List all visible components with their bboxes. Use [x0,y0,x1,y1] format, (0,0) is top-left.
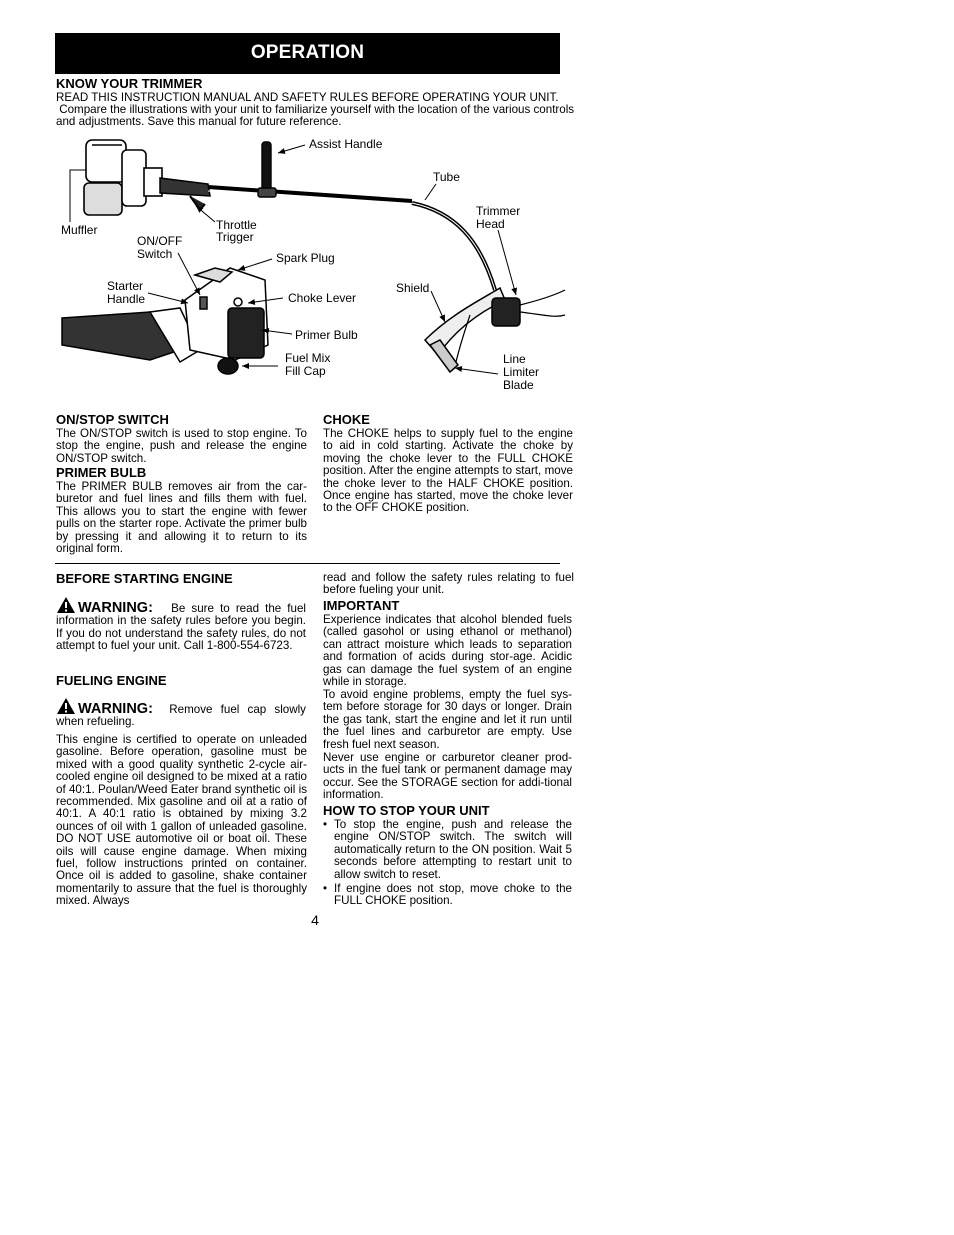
label-muffler: Muffler [61,223,98,237]
list-item: • To stop the engine, push and release the engine ON/STOP switch. The switch will automatically return to the ON position. Wait 5 seconds before attempting to restart unit to allow switch to reset. [323,819,572,881]
warning-text: Be sure to read the fuel information in the safety rules before you begin. If you do not understand the safety rules, do not attempt to fuel your unit. Call 1-800-554-6723. [56,602,306,653]
label-line-limiter-blade: Line [503,352,526,366]
know-your-trimmer-heading: KNOW YOUR TRIMMER [56,76,203,91]
label-starter-handle: Handle [107,292,146,306]
important-paragraph-1: Experience indicates that alcohol blended fuels (called gasohol or using ethanol or methanol) can attract moisture which leads to separation and formation of acids during stor-age. Acidic gas can damage the fuel system of an engine while in storage. [323,613,572,689]
intro-line: and adjustments. Save this manual for future reference. [56,115,342,129]
choke-text: The CHOKE helps to supply fuel to the engine to aid in cold starting. Activate the choke by moving the choke lever to the FULL CHOKE position. After the engine attempts to start, move the choke lever to the HALF CHOKE position. Once engine has started, move the choke lever to the OFF CHOKE position. [323,427,573,515]
label-throttle-trigger: Trigger [216,230,254,244]
page-title: OPERATION [250,42,365,63]
how-to-stop-list [323,819,572,910]
choke-heading: CHOKE [323,412,370,427]
label-throttle-trigger: Throttle [216,218,257,232]
before-warning [56,596,306,653]
label-trimmer-head: Trimmer [476,204,521,218]
intro-line: Compare the illustrations with your unit to familiarize yourself with the location of the various controls [56,103,575,117]
label-onoff-switch: ON/OFF [137,234,183,248]
how-to-stop-heading: HOW TO STOP YOUR UNIT [323,803,490,818]
engine-detail-drawing [62,268,268,374]
important-heading: IMPORTANT [323,598,400,613]
label-assist-handle: Assist Handle [309,137,383,151]
label-line-limiter-blade: Limiter [503,365,540,379]
list-item: • If engine does not stop, move choke to the FULL CHOKE position. [323,883,572,908]
label-fuel-mix-fill-cap: Fill Cap [285,364,326,378]
trimmer-head-drawing [425,288,565,372]
label-line-limiter-blade: Blade [503,378,534,392]
important-paragraph-2: To avoid engine problems, empty the fuel sys-tem before storage for 30 days or longer. Drain the gas tank, start the engine and let it run until the fuel lines and carburetor are empty. Use fresh fuel next season. [323,688,572,751]
label-shield: Shield [396,281,430,295]
fueling-warning [56,697,306,729]
label-fuel-mix-fill-cap: Fuel Mix [285,351,331,365]
primer-text: The PRIMER BULB removes air from the car-buretor and fuel lines and fills them with fuel. This allows you to start the engine with fewer pulls on the starter rope. Activate the primer bulb by pressing it and allowing it to return to its original form. [56,480,307,556]
label-spark-plug: Spark Plug [276,251,335,265]
intro-line: READ THIS INSTRUCTION MANUAL AND SAFETY RULES BEFORE OPERATING YOUR UNIT. [56,91,559,104]
label-choke-lever: Choke Lever [288,291,357,305]
assist-handle-drawing [258,142,276,197]
before-starting-heading: BEFORE STARTING ENGINE [56,571,233,586]
warning-label: WARNING: [78,600,153,616]
fueling-heading: FUELING ENGINE [56,673,167,688]
label-trimmer-head: Head [476,217,505,231]
onstop-text: The ON/STOP switch is used to stop engine. To stop the engine, push and release the engine ON/STOP switch. [56,427,307,465]
label-starter-handle: Starter [107,279,144,293]
engine-housing-drawing [84,140,162,215]
label-primer-bulb: Primer Bulb [295,328,358,342]
onstop-heading: ON/STOP SWITCH [56,412,169,427]
fueling-text: This engine is certified to operate on unleaded gasoline. Before operation, gasoline must be mixed with a good quality synthetic 2-cycle air-cooled engine oil designed to be mixed at a ratio of 40:1. Poulan/Weed Eater brand synthetic oil is recommended. Mix gasoline and oil at a ratio of 40:1. A 40:1 ratio is obtained by mixing 3.2 ounces of oil with 1 gallon of unleaded gasoline. DO NOT USE automotive oil or boat oil. These oils will cause engine damage. When mixing fuel, follow instructions printed on container. Once oil is added to gasoline, shake container momentarily to assure that the fuel is thoroughly mixed. Always [56,733,307,908]
label-onoff-switch: Switch [137,247,173,261]
warning-text: Remove fuel cap slowly when refueling. [56,703,306,729]
label-tube: Tube [433,170,460,184]
warning-icon [56,596,76,614]
page-number: 4 [311,912,319,928]
fueling-continued-text: read and follow the safety rules relating to fuel before fueling your unit. [323,571,574,597]
section-divider [55,563,560,564]
warning-label: WARNING: [78,701,153,717]
important-paragraph-3: Never use engine or carburetor cleaner prod-ucts in the fuel tank or permanent damage may occur. See the STORAGE section for addi-tional information. [323,751,572,802]
warning-icon [56,697,76,715]
primer-heading: PRIMER BULB [56,465,147,480]
